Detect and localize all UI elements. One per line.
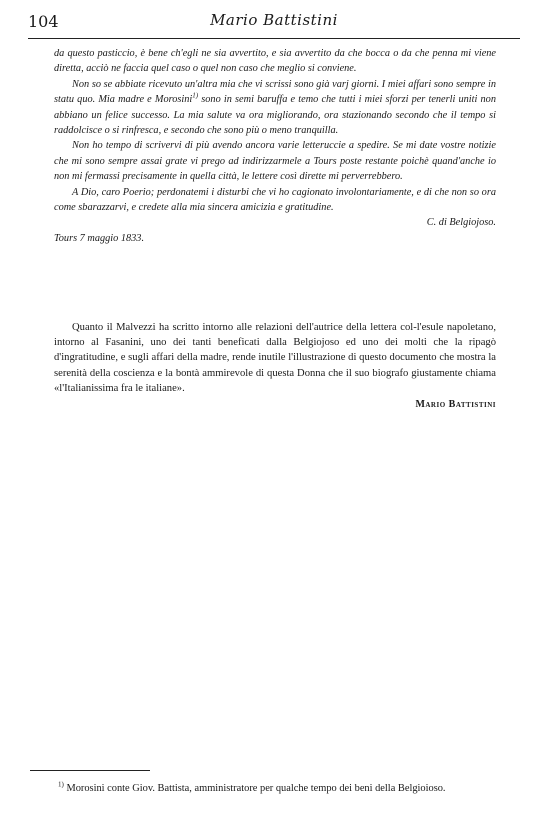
letter-text <box>54 46 496 246</box>
footnote-marker: 1) <box>58 780 64 789</box>
letter-signature: C. di Belgiojoso. <box>426 217 496 229</box>
commentary-author: Mario Battistini <box>415 399 496 411</box>
footnote-ref: 1) <box>192 91 199 100</box>
commentary-text: Quanto il Malvezzi ha scritto intorno alle relazioni dell'autrice della lettera col-l'esule napoletano, intorno al Fasanini, uno dei tanti beneficati dalla Belgiojoso ed uno dei molti che la ripagò d'ingratitudine, e sugli affari della madre, rende inutile l'illustrazione di questo documento che mostra la serenità della coscienza e la bontà ammirevole di questa Donna che il suo biografo giustamente chiama «l'Italianissima fra le italiane». <box>54 322 496 394</box>
letter-paragraph-3: Non ho tempo di scrivervi di più avendo ancora varie letteruccie a spedire. Se mi date vostre notizie che mi sono sempre assai grate vi prego ad indirizzarmele a Tours poste restante poichè quand'anche io non mi fermassi precisamente in quella città, le lettere così dirette mi perverrebbero. <box>54 140 496 183</box>
header-rule <box>28 38 520 39</box>
commentary <box>54 320 496 412</box>
footnote-text: Morosini conte Giov. Battista, amministratore per qualche tempo dei beni della Belgioioso. <box>66 783 446 794</box>
letter-paragraph-2-start: Non so se abbiate ricevuto un'altra mia che vi scrissi sono già varj giorni. I miei affari sono sempre in statu quo. Mia madre e Morosini <box>54 78 496 106</box>
letter-paragraph-4: A Dio, caro Poerio; perdonatemi i disturbi che vi ho cagionato involontariamente, e di che non so ora come sbarazzarvi, e credete alla mia sincera amicizia e gratitudine. <box>54 186 496 214</box>
letter-paragraph-2 <box>54 77 496 139</box>
page-number: 104 <box>28 12 59 31</box>
letter-paragraph-1: da questo pasticcio, è bene ch'egli ne sia avvertito, e sia avvertito da che bocca o da che penna mi viene diretta, acciò ne faccia quel caso o quel non caso che meglio si conviene. <box>54 48 496 75</box>
footnote-rule <box>30 770 150 771</box>
letter-paragraph-2-end: sono in semi baruffa e temo che tutti i miei sforzi per tenerli uniti non abbiano un felice successo. La mia salute va ora migliorando, ora stazionando secondo che il tempo si raddolcisce o si rinfresca, e secondo che sono più o meno tranquilla. <box>54 94 496 137</box>
page-header <box>28 6 520 34</box>
running-title: Mario Battistini <box>210 11 338 29</box>
letter-dateline: Tours 7 maggio 1833. <box>54 232 145 244</box>
footnote <box>30 781 496 796</box>
